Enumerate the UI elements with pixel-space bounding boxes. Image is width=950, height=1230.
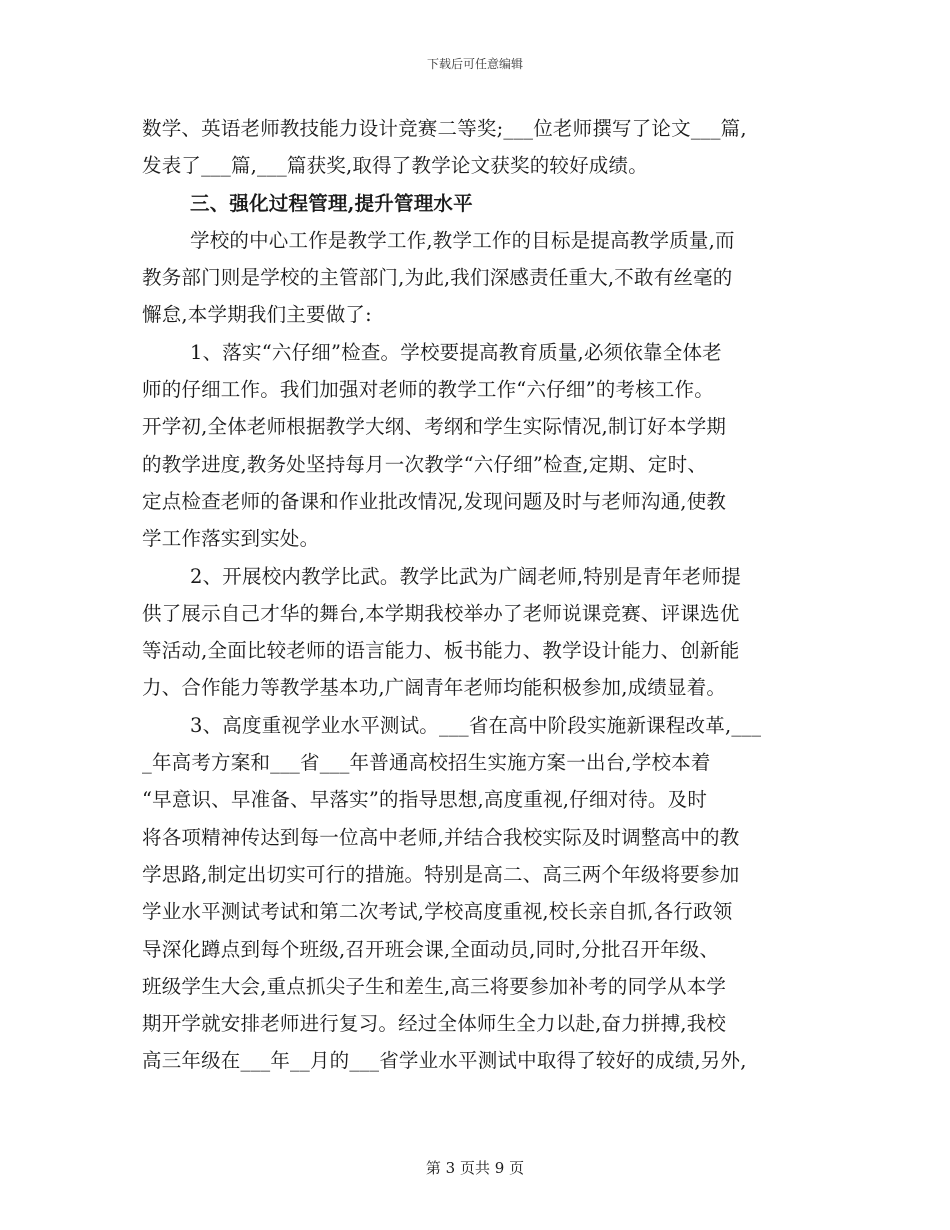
paragraph-line: 学校的中心工作是教学工作,教学工作的目标是提高教学质量,而 <box>190 228 735 252</box>
paragraph-line: 发表了___篇,___篇获奖,取得了教学论文获奖的较好成绩。 <box>142 154 648 178</box>
paragraph-line: _年高考方案和___省___年普通高校招生实施方案一出台,学校本着 <box>142 751 711 775</box>
paragraph-line: 教务部门则是学校的主管部门,为此,我们深感责任重大,不敢有丝毫的 <box>142 266 733 290</box>
paragraph-line: 3、高度重视学业水平测试。___省在高中阶段实施新课程改革,___ <box>190 713 762 737</box>
page-header: 下载后可任意编辑 <box>426 57 523 71</box>
paragraph-line: 学工作落实到实处。 <box>142 527 320 551</box>
paragraph-line: 2、开展校内教学比武。教学比武为广阔老师,特别是青年老师提 <box>190 564 741 588</box>
paragraph-line: 开学初,全体老师根据教学大纲、考纲和学生实际情况,制订好本学期 <box>142 415 727 439</box>
paragraph-line: 定点检查老师的备课和作业批改情况,发现问题及时与老师沟通,使教 <box>142 489 727 513</box>
paragraph-line: 力、合作能力等教学基本功,广阔青年老师均能积极参加,成绩显着。 <box>142 676 727 700</box>
page-number-footer: 第 3 页共 9 页 <box>425 1159 525 1177</box>
paragraph-line: 懈怠,本学期我们主要做了: <box>142 303 372 327</box>
paragraph-line: 数学、英语老师教技能力设计竞赛二等奖;___位老师撰写了论文___篇, <box>142 117 747 140</box>
paragraph-line: 学思路,制定出切实可行的措施。特别是高二、高三两个年级将要参加 <box>142 862 740 886</box>
paragraph-line: 1、落实“六仔细”检查。学校要提高教育质量,必须依靠全体老 <box>190 340 722 364</box>
section-heading: 三、强化过程管理,提升管理水平 <box>190 191 473 215</box>
document-body <box>142 110 822 1080</box>
paragraph-line: 供了展示自己才华的舞台,本学期我校举办了老师说课竞赛、评课选优 <box>142 601 740 625</box>
paragraph-line: 高三年级在___年__月的___省学业水平测试中取得了较好的成绩,另外, <box>142 1049 747 1073</box>
paragraph-line: 师的仔细工作。我们加强对老师的教学工作“六仔细”的考核工作。 <box>142 378 714 402</box>
paragraph-line: 学业水平测试考试和第二次考试,学校高度重视,校长亲自抓,各行政领 <box>142 900 733 924</box>
paragraph-line: 导深化蹲点到每个班级,召开班会课,全面动员,同时,分批召开年级、 <box>142 937 720 961</box>
paragraph-line: “早意识、早准备、早落实”的指导思想,高度重视,仔细对待。及时 <box>142 788 708 812</box>
paragraph-line: 将各项精神传达到每一位高中老师,并结合我校实际及时调整高中的教 <box>142 825 740 849</box>
paragraph-line: 期开学就安排老师进行复习。经过全体师生全力以赴,奋力拼搏,我校 <box>142 1012 727 1036</box>
paragraph-line: 班级学生大会,重点抓尖子生和差生,高三将要参加补考的同学从本学 <box>142 974 727 998</box>
paragraph-line: 等活动,全面比较老师的语言能力、板书能力、教学设计能力、创新能 <box>142 639 740 663</box>
paragraph-line: 的教学进度,教务处坚持每月一次教学“六仔细”检查,定期、定时、 <box>142 452 708 476</box>
